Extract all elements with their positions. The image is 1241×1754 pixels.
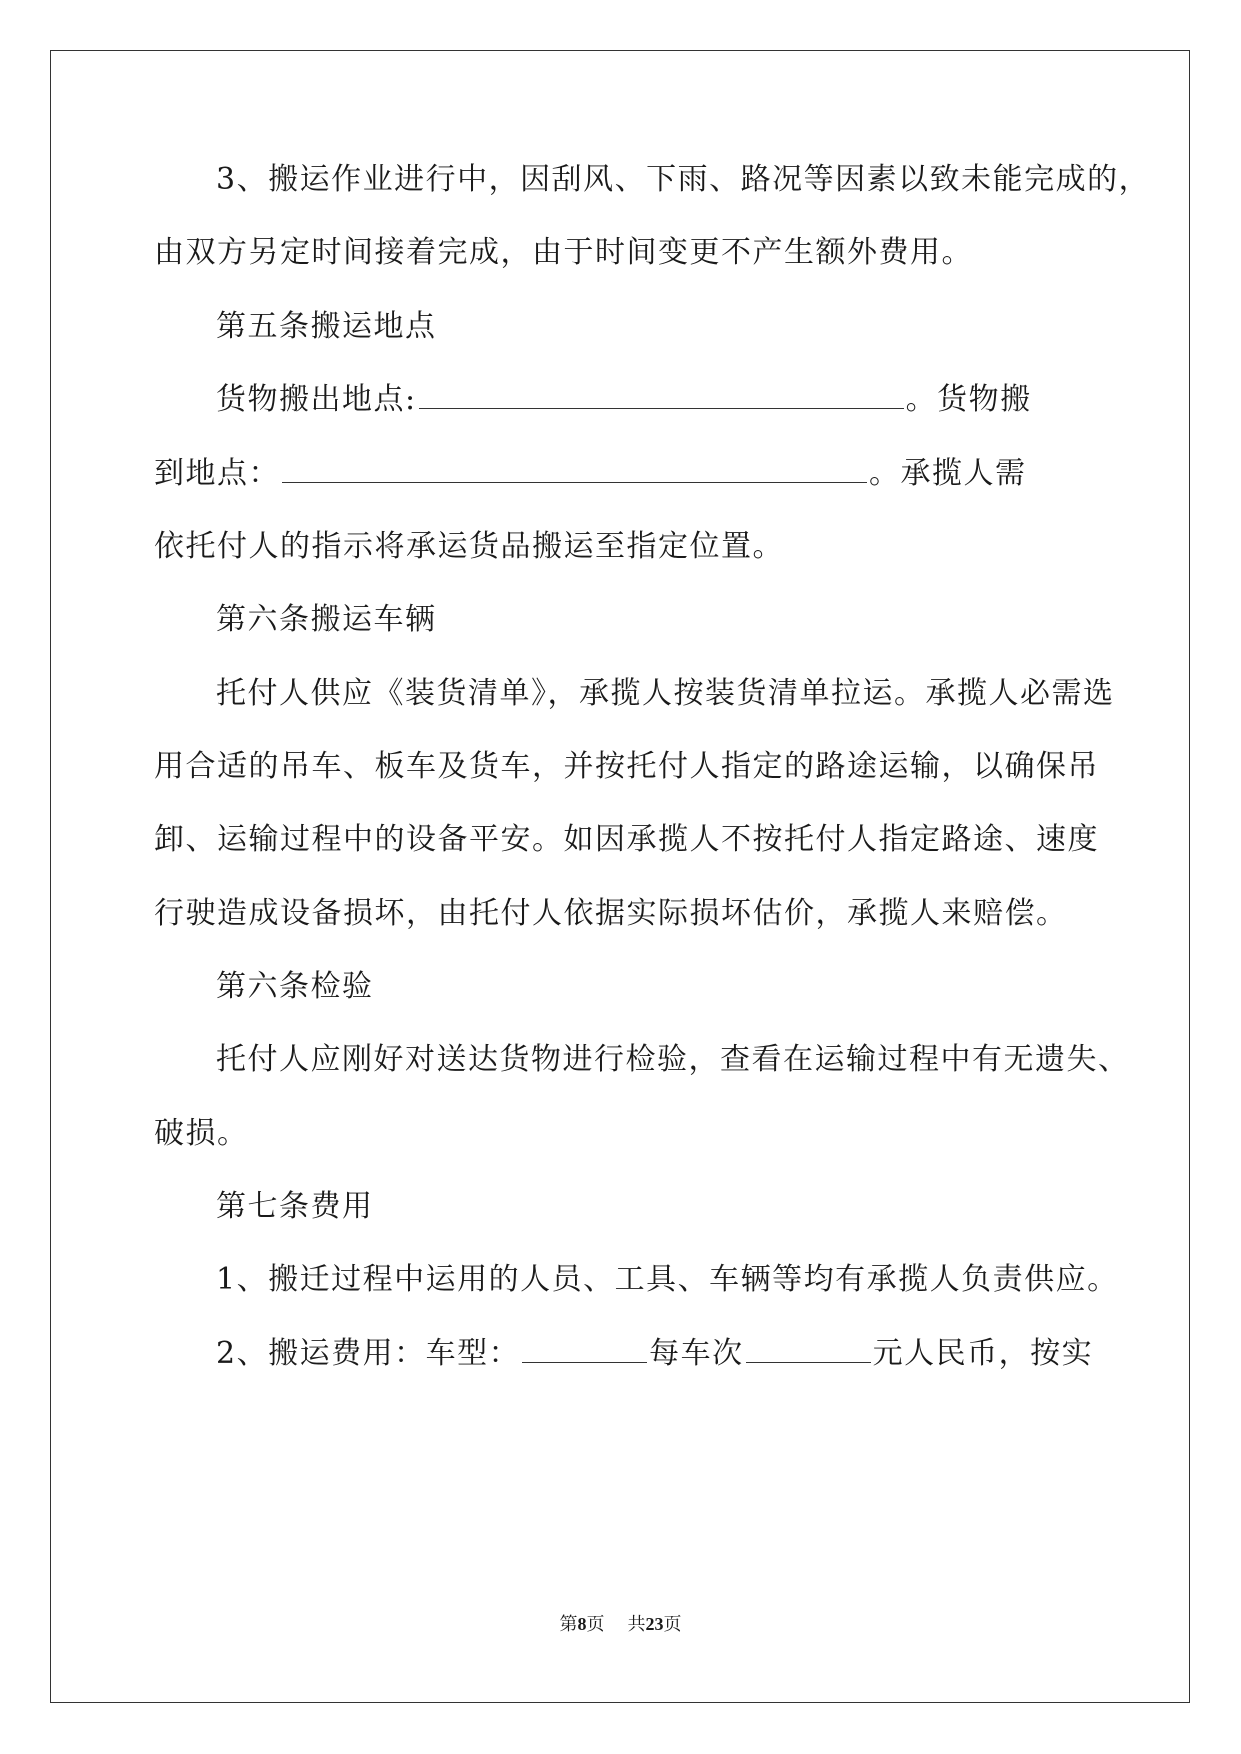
delivery-location-suffix: 。承揽人需 xyxy=(869,456,1027,491)
paragraph-line: 3、搬运作业进行中，因刮风、下雨、路况等因素以致未能完成的， xyxy=(216,162,1151,197)
paragraph-line: 由双方另定时间接着完成，由于时间变更不产生额外费用。 xyxy=(154,235,973,270)
paragraph-line: 1、搬迁过程中运用的人员、工具、车辆等均有承揽人负责供应。 xyxy=(216,1262,1119,1297)
page-suffix: 页 xyxy=(586,1614,605,1635)
paragraph-line: 用合适的吊车、板车及货车，并按托付人指定的路途运输，以确保吊 xyxy=(154,749,1099,784)
page-footer xyxy=(0,1612,1241,1637)
pickup-location-suffix: 。货物搬 xyxy=(905,382,1032,417)
total-prefix: 共 xyxy=(627,1614,646,1635)
section-heading: 第七条费用 xyxy=(216,1189,374,1224)
section-heading: 第六条搬运车辆 xyxy=(216,602,437,637)
paragraph-line: 托付人供应《装货清单》，承揽人按装货清单拉运。承揽人必需选 xyxy=(216,676,1115,711)
total-suffix: 页 xyxy=(663,1614,682,1635)
fee-vehicle-label: 2、搬运费用：车型： xyxy=(216,1336,521,1371)
page-prefix: 第 xyxy=(559,1614,578,1635)
fee-currency-suffix: 元人民币，按实 xyxy=(872,1336,1094,1371)
pickup-location-blank xyxy=(419,382,904,409)
page-number: 8 xyxy=(577,1614,587,1634)
delivery-location-blank xyxy=(282,456,867,483)
paragraph-line xyxy=(216,380,1032,420)
paragraph-line xyxy=(216,1334,1093,1374)
paragraph-line xyxy=(154,454,1027,494)
paragraph-line: 卸、运输过程中的设备平安。如因承揽人不按托付人指定路途、速度 xyxy=(154,822,1099,857)
section-heading: 第六条检验 xyxy=(216,969,374,1004)
section-heading: 第五条搬运地点 xyxy=(216,309,437,344)
total-pages: 23 xyxy=(645,1614,664,1634)
delivery-location-label: 到地点： xyxy=(154,456,280,491)
pickup-location-label: 货物搬出地点: xyxy=(216,382,417,417)
paragraph-line: 托付人应刚好对送达货物进行检验，查看在运输过程中有无遗失、 xyxy=(216,1042,1130,1077)
page-border xyxy=(50,50,1190,1703)
fee-per-trip-label: 每车次 xyxy=(649,1336,744,1371)
fee-amount-blank xyxy=(746,1336,871,1363)
paragraph-line: 破损。 xyxy=(154,1116,249,1151)
vehicle-type-blank xyxy=(522,1336,647,1363)
paragraph-line: 依托付人的指示将承运货品搬运至指定位置。 xyxy=(154,529,784,564)
paragraph-line: 行驶造成设备损坏，由托付人依据实际损坏估价，承揽人来赔偿。 xyxy=(154,896,1068,931)
